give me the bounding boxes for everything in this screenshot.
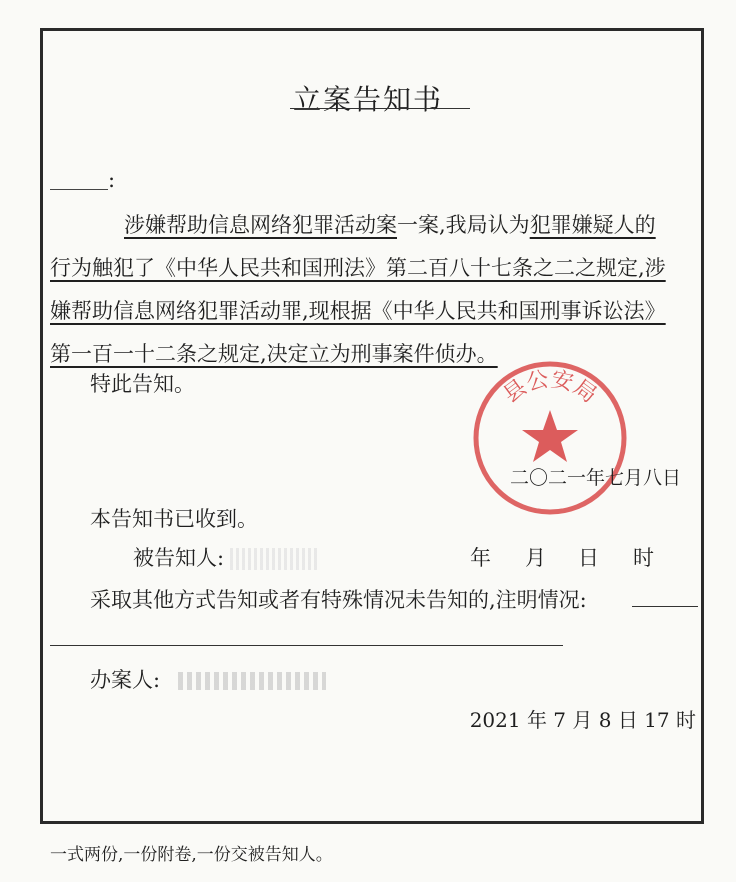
title-underline: [290, 108, 470, 109]
seal-text: 县公安局: [498, 366, 602, 409]
paragraph-line-4: 第一百一十二条之规定,决定立为刑事案件侦办。: [50, 342, 498, 366]
issue-date: 二〇二一年七月八日: [510, 467, 682, 489]
paragraph-line-2: 行为触犯了《中华人民共和国刑法》第二百八十七条之二之规定,涉: [50, 256, 666, 280]
document-title: 立案告知书: [292, 83, 443, 116]
redacted-notified-name: [230, 548, 320, 570]
paragraph-line-1: [50, 204, 710, 247]
day-label: 日: [578, 546, 599, 570]
notified-label: 被告知人:: [133, 546, 225, 570]
redacted-name: [50, 169, 108, 190]
other-method-text: 采取其他方式告知或者有特殊情况未告知的,注明情况:: [90, 588, 587, 612]
month-label: 月: [525, 546, 546, 570]
hour-label: 时: [633, 546, 654, 570]
other-method-blank-line: [632, 606, 698, 607]
record-date: 2021 年 7 月 8 日 17 时: [469, 708, 696, 732]
salutation-colon: :: [108, 168, 116, 192]
suspect-text: 犯罪嫌疑人的: [529, 213, 656, 237]
salutation: [50, 168, 115, 192]
redacted-prefix: [86, 214, 124, 232]
note-blank-line: [50, 645, 563, 646]
year-label: 年: [470, 546, 491, 570]
received-text: 本告知书已收到。: [90, 507, 258, 531]
case-name: 涉嫌帮助信息网络犯罪活动案: [124, 213, 397, 237]
footer-note: 一式两份,一份附卷,一份交被告知人。: [50, 845, 333, 865]
paragraph-mid: 一案,我局认为: [397, 213, 530, 237]
paragraph-line-3: 嫌帮助信息网络犯罪活动罪,现根据《中华人民共和国刑事诉讼法》: [50, 299, 666, 323]
notice-text: 特此告知。: [90, 372, 195, 396]
handler-label: 办案人:: [90, 668, 161, 692]
redacted-handler-names: [178, 672, 326, 690]
